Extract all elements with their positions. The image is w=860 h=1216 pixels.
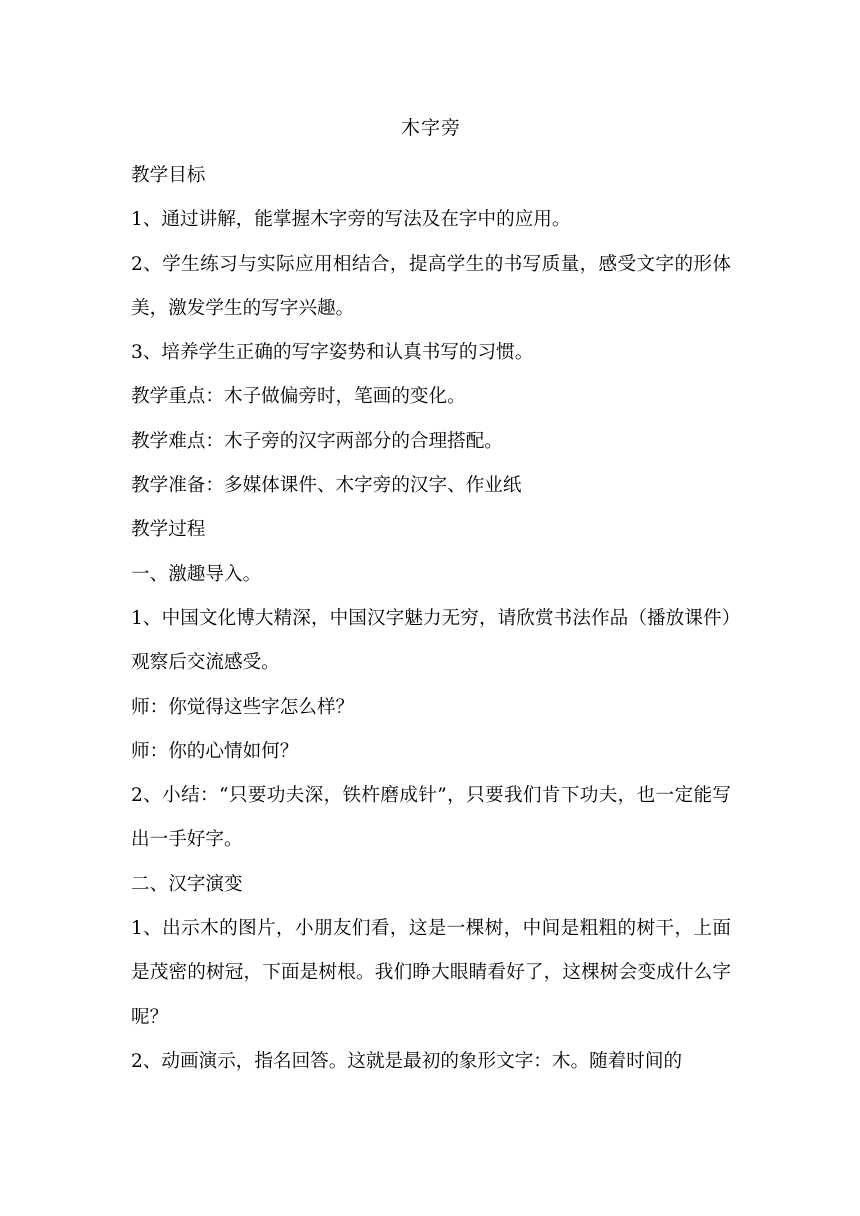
process-step-heading-1: 一、激趣导入。 — [131, 563, 262, 585]
teacher-question-2: 师：你的心情如何？ — [131, 740, 299, 762]
process-paragraph: 1、出示木的图片，小朋友们看，这是一棵树，中间是粗粗的树干，上面是茂密的树冠，下面是树根。我们睁大眼睛看好了，这棵树会变成什么字呢？ — [131, 918, 731, 1028]
process-paragraph: 1、中国文化博大精深，中国汉字魅力无穷，请欣赏书法作品（播放课件）观察后交流感受。 — [131, 607, 731, 674]
section-heading-objectives: 教学目标 — [131, 165, 206, 186]
document-title: 木字旁 — [400, 117, 461, 139]
teaching-preparation: 教学准备：多媒体课件、木字旁的汉字、作业纸 — [131, 475, 522, 497]
objective-item-2: 2、学生练习与实际应用相结合，提高学生的书写质量，感受文字的形体美，激发学生的写字兴趣。 — [131, 253, 731, 319]
section-heading-process: 教学过程 — [131, 519, 206, 541]
teaching-key-point: 教学重点：木子做偏旁时，笔画的变化。 — [131, 386, 466, 408]
objective-item-3: 3、培养学生正确的写字姿势和认真书写的习惯。 — [131, 342, 534, 364]
process-summary: 2、小结：“只要功夫深，铁杵磨成针”，只要我们肯下功夫，也一定能写出一手好字。 — [131, 785, 731, 851]
process-step-heading-2: 二、汉字演变 — [131, 873, 243, 895]
teaching-difficulty: 教学难点：木子旁的汉字两部分的合理搭配。 — [131, 430, 503, 452]
teacher-question-1: 师：你觉得这些字怎么样？ — [131, 696, 355, 718]
document-body — [131, 110, 731, 1084]
process-paragraph: 2、动画演示，指名回答。这就是最初的象形文字：木。随着时间的 — [131, 1050, 683, 1072]
objective-item-1: 1、通过讲解，能掌握木字旁的写法及在字中的应用。 — [131, 209, 571, 231]
